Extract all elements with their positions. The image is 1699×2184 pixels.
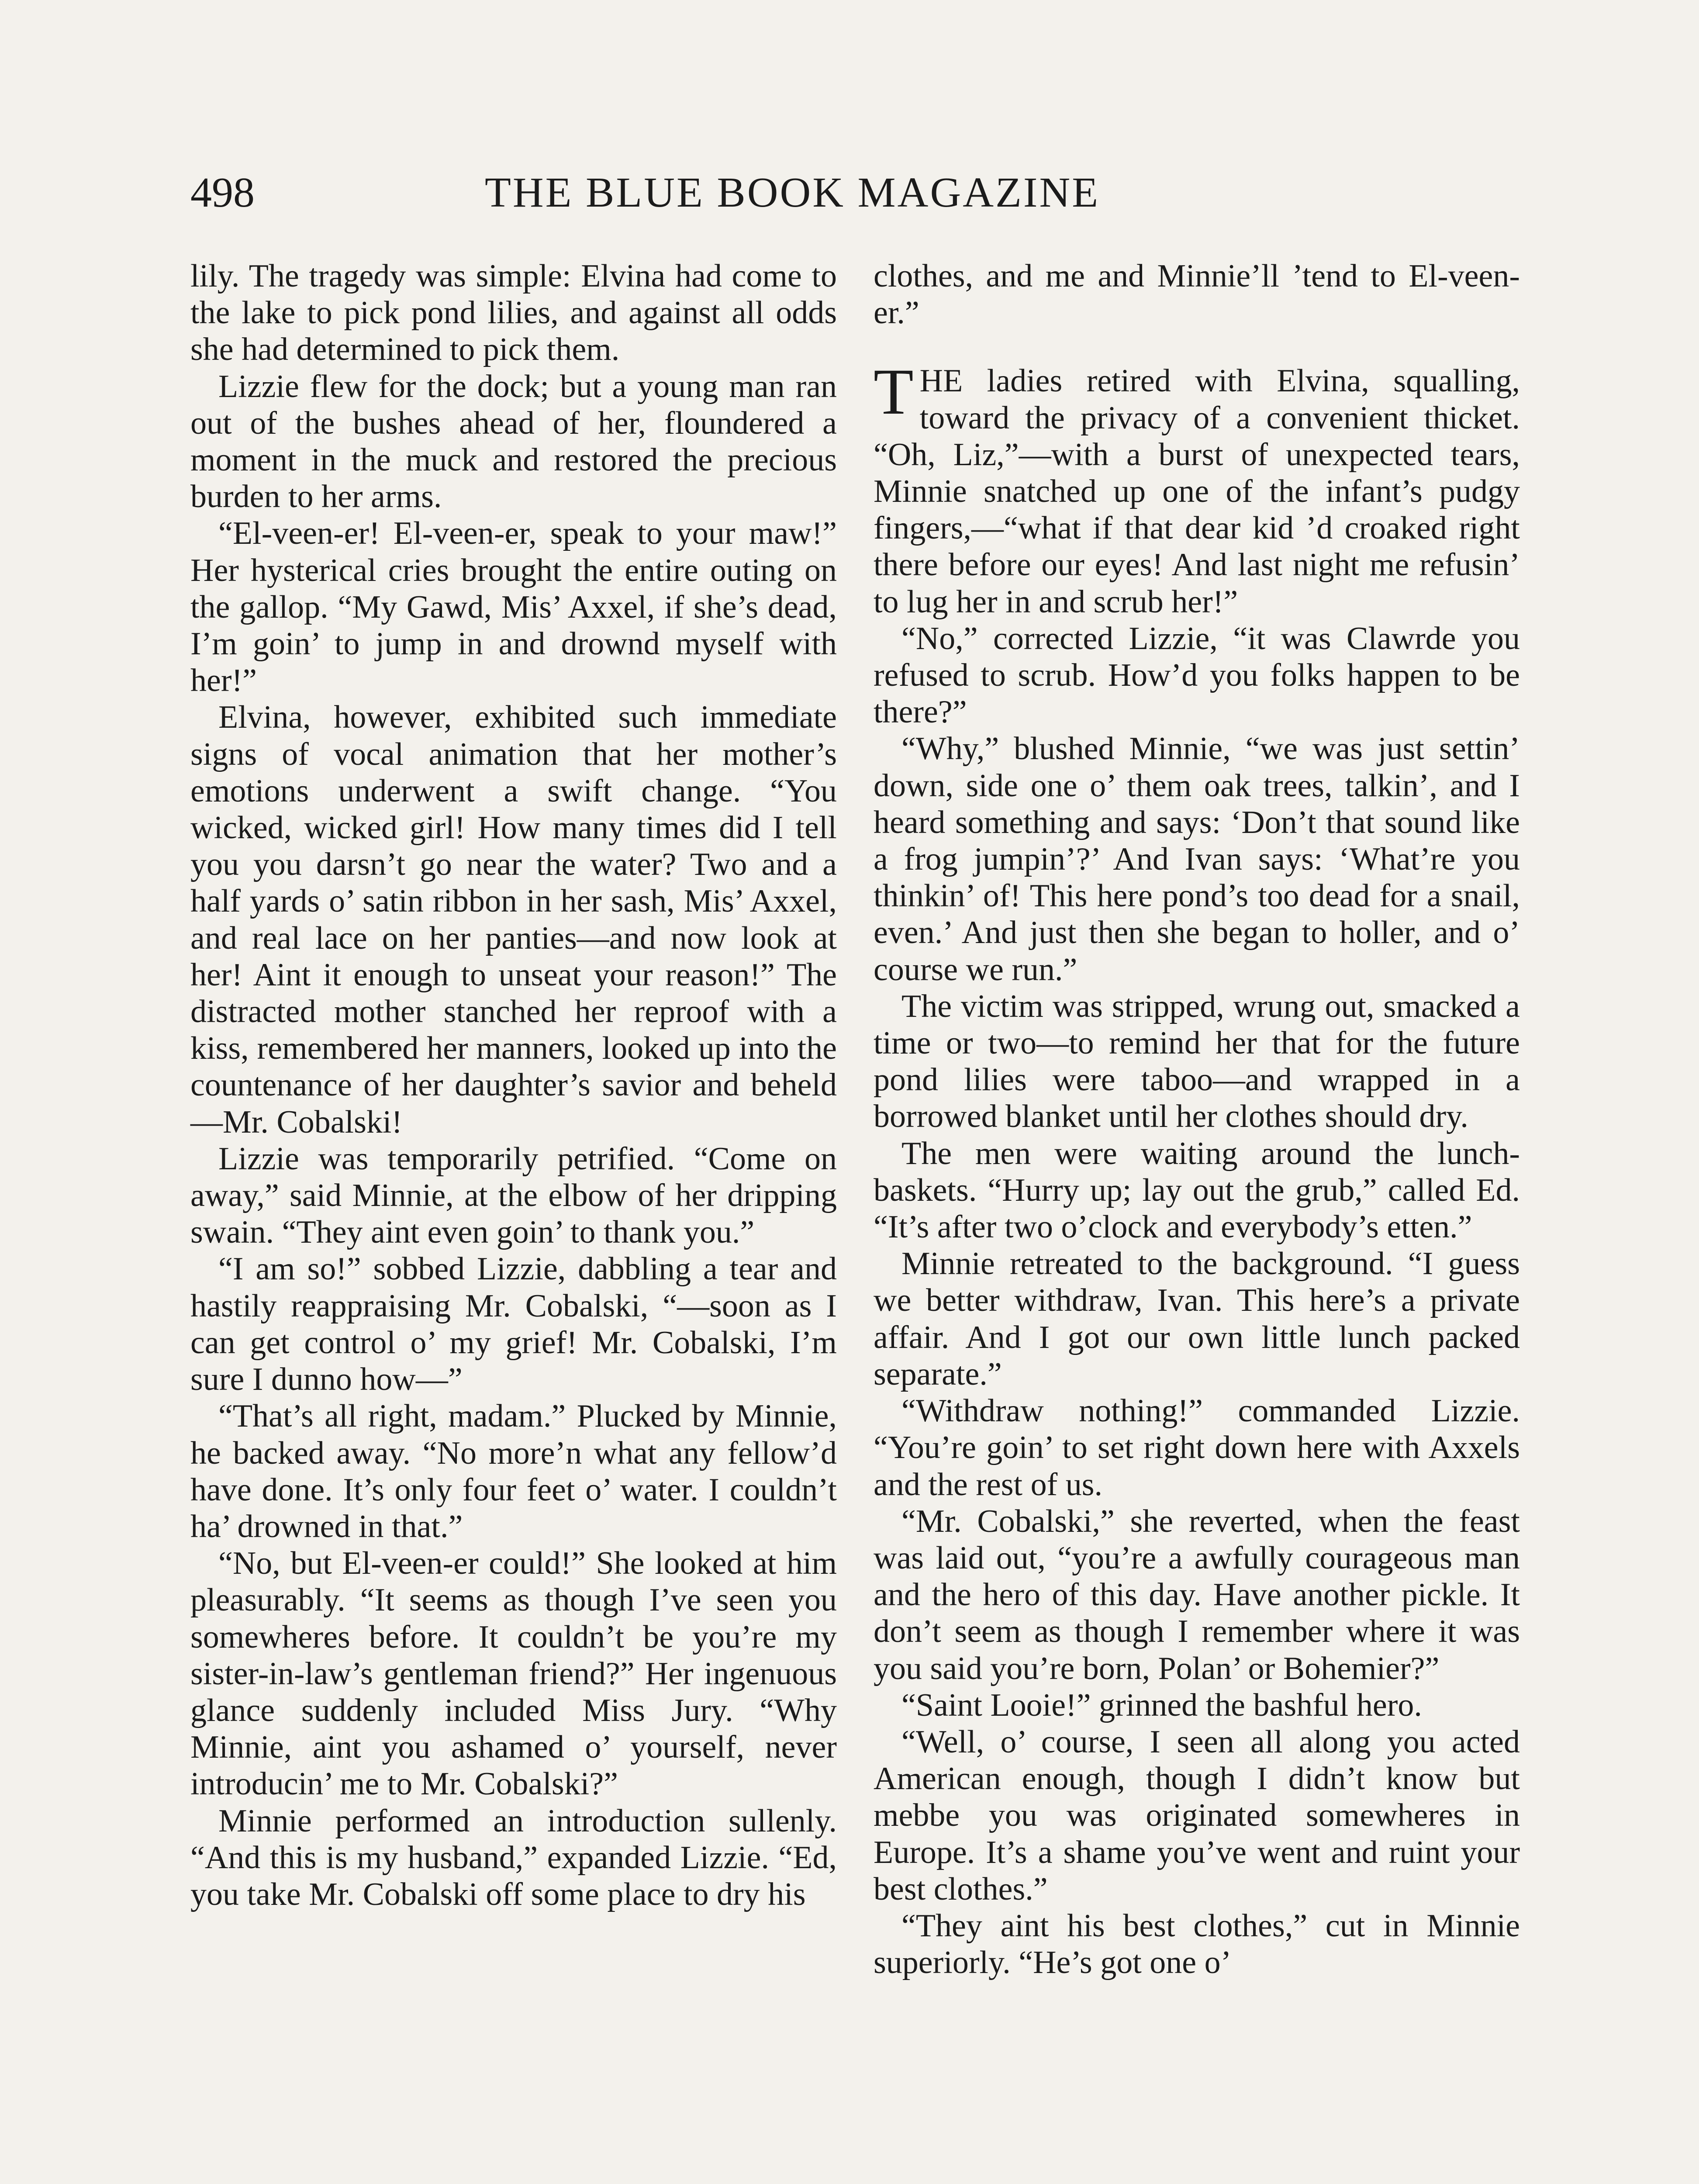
paragraph: clothes, and me and Minnie’ll ’tend to El-veen-er.” [874, 258, 1520, 331]
paragraph: The men were waiting around the lunch-baskets. “Hurry up; lay out the grub,” called Ed. “It’s after two o’clock and everybody’s etten.” [874, 1135, 1520, 1245]
right-column [874, 258, 1520, 1981]
paragraph: “Saint Looie!” grinned the bashful hero. [901, 1687, 1422, 1723]
paragraph: “Withdraw nothing!” commanded Lizzie. “You’re goin’ to set right down here with Axxels and the rest of us. [874, 1393, 1520, 1503]
paragraph: “They aint his best clothes,” cut in Minnie superiorly. “He’s got one o’ [874, 1908, 1520, 1981]
paragraph: “Why,” blushed Minnie, “we was just settin’ down, side one o’ them oak trees, talkin’, and I heard something and says: ‘Don’t that sound like a frog jumpin’?’ And Ivan says: ‘What’re you thinkin’ of! This here pond’s too dead for a snail, even.’ And just then she began to holler, and o’ course we run.” [874, 731, 1520, 988]
paragraph-text: HE ladies retired with Elvina, squalling, toward the privacy of a convenient thicket. “Oh, Liz,”—with a burst of unexpected tears, Minnie snatched up one of the infant’s pudgy fingers,—“what if that dear kid ’d croaked right there before our eyes! And last night me refusin’ to lug her in and scrub her!” [874, 363, 1520, 620]
paragraph: lily. The tragedy was simple: Elvina had come to the lake to pick pond lilies, and against all odds she had determined to pick them. [190, 258, 837, 368]
drop-cap: T [874, 356, 914, 429]
paragraph: Lizzie was temporarily petrified. “Come on away,” said Minnie, at the elbow of her dripping swain. “They aint even goin’ to thank you.” [190, 1140, 837, 1251]
paragraph: “Mr. Cobalski,” she reverted, when the feast was laid out, “you’re a awfully courageous man and the hero of this day. Have another pickle. It don’t seem as though I remember where it was you said you’re born, Polan’ or Bohemier?” [874, 1503, 1520, 1686]
paragraph: “No,” corrected Lizzie, “it was Clawrde you refused to scrub. How’d you folks happen to be there?” [874, 620, 1520, 730]
left-column [190, 258, 837, 1913]
page-number: 498 [190, 169, 255, 216]
paragraph: Minnie retreated to the background. “I guess we better withdraw, Ivan. This here’s a private affair. And I got our own little lunch packed separate.” [874, 1246, 1520, 1392]
paragraph: “El-veen-er! El-veen-er, speak to your maw!” Her hysterical cries brought the entire outing on the gallop. “My Gawd, Mis’ Axxel, if she’s dead, I’m goin’ to jump in and drownd myself with her!” [190, 515, 837, 699]
paragraph: “Well, o’ course, I seen all along you acted American enough, though I didn’t know but mebbe you was originated somewheres in Europe. It’s a shame you’ve went and ruint your best clothes.” [874, 1724, 1520, 1907]
paragraph: The victim was stripped, wrung out, smacked a time or two—to remind her that for the future pond lilies were taboo—and wrapped in a borrowed blanket until her clothes should dry. [874, 988, 1520, 1135]
section-start-paragraph [874, 356, 1520, 620]
paragraph: “I am so!” sobbed Lizzie, dabbling a tear and hastily reappraising Mr. Cobalski, “—soon as I can get control o’ my grief! Mr. Cobalski, I’m sure I dunno how—” [190, 1251, 837, 1398]
paragraph: “That’s all right, madam.” Plucked by Minnie, he backed away. “No more’n what any fellow’d have done. It’s only four feet o’ water. I couldn’t ha’ drowned in that.” [190, 1398, 837, 1545]
running-head-title: THE BLUE BOOK MAGAZINE [485, 169, 1100, 216]
paragraph: “No, but El-veen-er could!” She looked at him pleasurably. “It seems as though I’ve seen you somewheres before. It couldn’t be you’re my sister-in-law’s gentleman friend?” Her ingenuous glance suddenly included Miss Jury. “Why Minnie, aint you ashamed o’ yourself, never introducin’ me to Mr. Cobalski?” [190, 1545, 837, 1802]
paragraph: Elvina, however, exhibited such immediate signs of vocal animation that her mother’s emotions underwent a swift change. “You wicked, wicked girl! How many times did I tell you you darsn’t go near the water? Two and a half yards o’ satin ribbon in her sash, Mis’ Axxel, and real lace on her panties—and now look at her! Aint it enough to unseat your reason!” The distracted mother stanched her reproof with a kiss, remembered her manners, looked up into the countenance of her daughter’s savior and beheld—Mr. Cobalski! [190, 699, 837, 1140]
paragraph: Lizzie flew for the dock; but a young man ran out of the bushes ahead of her, floundered a moment in the muck and restored the precious burden to her arms. [190, 368, 837, 515]
paragraph: Minnie performed an introduction sullenly. “And this is my husband,” expanded Lizzie. “Ed, you take Mr. Cobalski off some place to dry his [190, 1803, 837, 1912]
